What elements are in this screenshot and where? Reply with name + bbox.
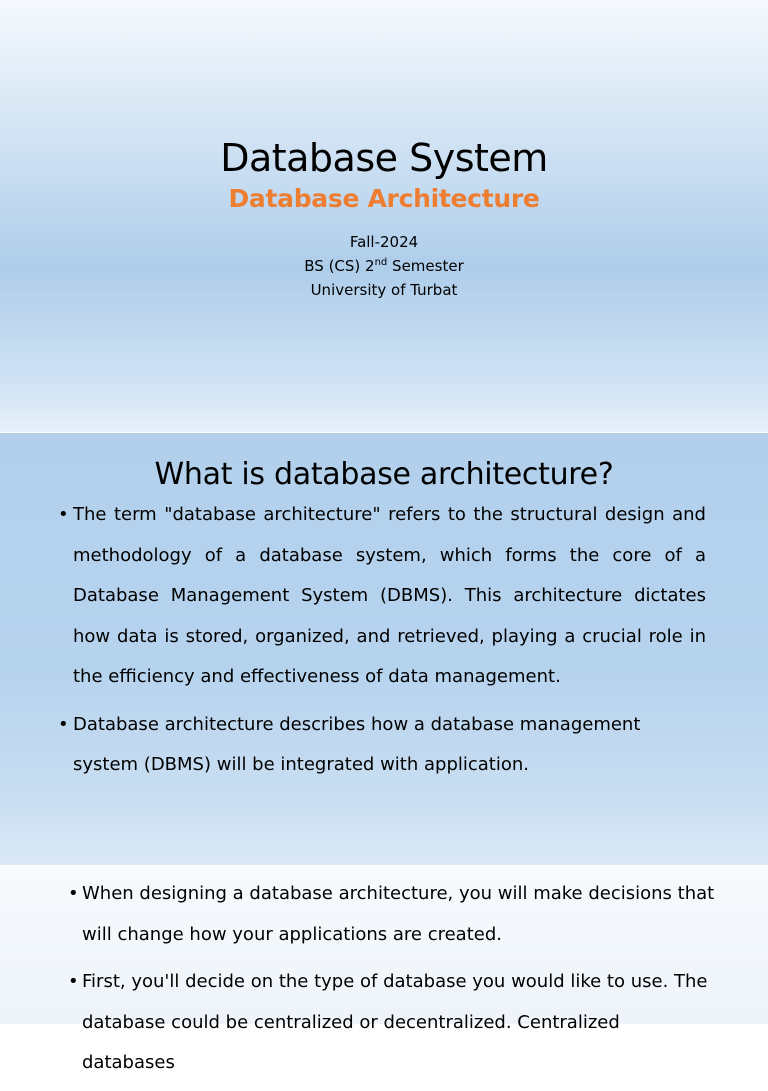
slide-title: Database System bbox=[220, 136, 548, 180]
bullet-list bbox=[58, 495, 706, 793]
title-slide bbox=[0, 0, 768, 432]
bullet-list bbox=[68, 874, 718, 1091]
list-item: • When designing a database architecture, you will make decisions that will change how your applications are created. bbox=[68, 874, 718, 955]
design-slide bbox=[0, 866, 768, 1073]
list-item: • First, you'll decide on the type of database you would like to use. The database could be centralized or decentralized. Centralized databases bbox=[68, 962, 718, 1084]
program-label: BS (CS) 2nd Semester bbox=[304, 257, 464, 275]
term-label: Fall-2024 bbox=[349, 233, 419, 251]
bullet-icon: • bbox=[68, 971, 79, 992]
slide-title: What is database architecture? bbox=[154, 457, 614, 492]
bullet-icon: • bbox=[58, 713, 69, 735]
slide-subtitle: Database Architecture bbox=[228, 184, 540, 213]
list-item: • Database architecture describes how a database management system (DBMS) will be integrated with application. bbox=[58, 705, 706, 786]
list-item: • The term "database architecture" refers to the structural design and methodology of a database system, which forms the core of a Database Management System (DBMS). This architecture dictates how data is stored, organized, and retrieved, playing a crucial role in the efficiency and effectiveness of data management. bbox=[58, 495, 706, 698]
definition-slide bbox=[0, 433, 768, 865]
course-info bbox=[0, 230, 768, 302]
university-label: University of Turbat bbox=[310, 281, 458, 299]
bullet-icon: • bbox=[68, 883, 79, 904]
bullet-icon: • bbox=[58, 504, 69, 525]
